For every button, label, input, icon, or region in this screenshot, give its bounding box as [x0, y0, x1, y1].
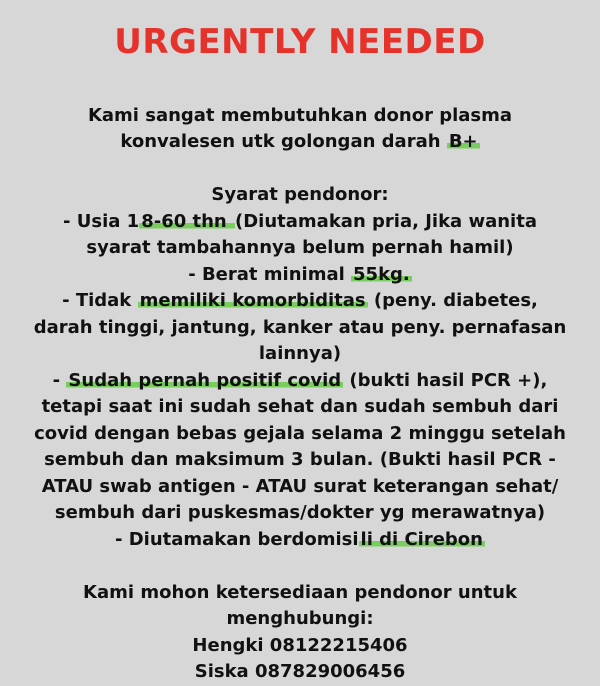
contact-person-1: Hengki 08122215406 [192, 634, 408, 656]
requirement-covid-line-3: covid dengan bebas gejala selama 2 minggu setelah [34, 422, 566, 444]
requirement-covid-line-2: tetapi saat ini sudah sehat dan sudah sembuh dari [41, 396, 559, 418]
age-prefix: - Usia 1 [63, 210, 140, 232]
requirement-comorbid-line-2: darah tinggi, jantung, kanker atau peny. pernafasan [33, 316, 567, 338]
requirement-covid-line-4: sembuh dan maksimum 3 bulan. (Bukti hasil PCR - [44, 449, 556, 471]
intro-line-2 [28, 129, 572, 156]
blood-type-highlight: B+ [448, 131, 478, 153]
intro-paragraph [0, 103, 600, 156]
spacer [0, 156, 600, 183]
covid-prefix: - [52, 369, 67, 391]
age-highlight: 8-60 thn [141, 210, 234, 232]
requirement-covid-line-5: ATAU swab antigen - ATAU surat keterangan sehat/ [41, 475, 559, 497]
requirement-comorbid [28, 288, 572, 315]
intro-text: konvalesen utk golongan darah [120, 131, 447, 153]
requirement-weight [28, 262, 572, 289]
requirement-domicile [28, 527, 572, 554]
domicile-prefix: - Diutamakan berdomisi [114, 528, 359, 550]
requirements-section [0, 182, 600, 553]
requirement-age [28, 209, 572, 236]
intro-line-1: Kami sangat membutuhkan donor plasma [87, 104, 513, 126]
contact-line-1: Kami mohon ketersediaan pendonor untuk [83, 581, 517, 603]
age-rest: (Diutamakan pria, Jika wanita [235, 210, 537, 232]
comorbid-rest: (peny. diabetes, [367, 290, 538, 312]
spacer [0, 553, 600, 580]
contact-person-2: Siska 087829006456 [194, 661, 406, 683]
comorbid-highlight: memiliki komorbiditas [139, 290, 366, 312]
covid-rest: (bukti hasil PCR +), [343, 369, 548, 391]
weight-highlight: 55kg. [353, 263, 410, 285]
requirement-covid-line-6: sembuh dari puskesmas/dokter yg merawatnya) [54, 502, 546, 524]
covid-highlight: Sudah pernah positif covid [68, 369, 342, 391]
contact-section [0, 580, 600, 686]
domicile-highlight: li di Cirebon [360, 528, 483, 550]
comorbid-prefix: - Tidak [62, 290, 138, 312]
requirement-age-line-2: syarat tambahannya belum pernah hamil) [86, 237, 514, 259]
requirement-covid [28, 368, 572, 395]
poster-title: URGENTLY NEEDED [114, 22, 486, 62]
requirement-comorbid-line-3: lainnya) [258, 343, 342, 365]
weight-prefix: - Berat minimal [188, 263, 352, 285]
requirements-heading: Syarat pendonor: [211, 184, 389, 206]
contact-line-2: menghubungi: [226, 608, 374, 630]
